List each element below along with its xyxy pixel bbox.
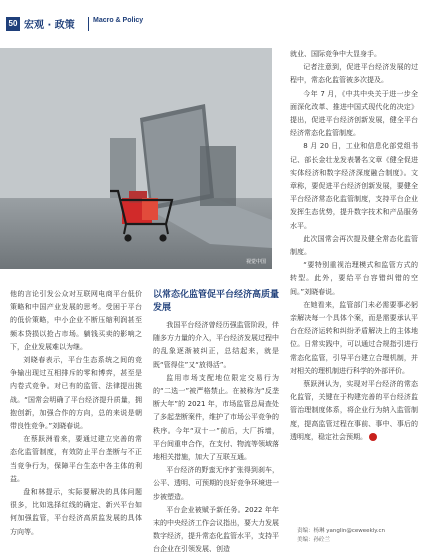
paragraph: 就业、国际竞争中大显身手。	[290, 50, 381, 58]
page-number: 50	[6, 17, 20, 31]
paragraph: 记者注意到，促进平台经济发展的过程中，常态化监管被多次提及。	[290, 63, 418, 85]
paragraph: 今年 7 月，《中共中央关于进一步全面深化改革、推进中国式现代化的决定》提出，促进平台经济创新发展，健全平台经济常态化监管制度。	[290, 89, 418, 138]
paragraph: 盘和林提示，实际要解决的具体问题很多，比如选择红线的确定、新兴平台如何加强监管，平台经济高质监发展的具体方向等。	[10, 488, 142, 536]
section-title: 宏观 · 政策	[24, 20, 75, 31]
section-title-en: Macro & Policy	[93, 17, 144, 24]
paragraph: 平台经济的野蛮无序扩张得到刹车，公平、透明、可预期的良好竞争环境进一步被塑造。	[153, 466, 279, 501]
section-divider	[88, 17, 89, 31]
paragraph: 刘晓春表示，平台生态系统之间的竞争输出现过互相排斥的零和博弈，甚至是内卷式竞争。对已有的监管、法律提出挑战。“国常会明确了平台经济提升质量，拥抱创新，加强合作的方向，总的来说是朝带良性竞争。”刘晓春说。	[10, 356, 142, 431]
shopping-cart-illustration	[0, 48, 272, 269]
paragraph: “要特别重视治理模式和监管方式的转型。此外，要给平台容错纠错的空间。”刘晓春说。	[290, 261, 418, 296]
subheading: 以常态化监管促平台经济高质量发展	[153, 290, 280, 313]
paragraph: 在蔡跃洲看来，要通过建立完善的常态化监管制度，有效防止平台垄断与不正当竞争行为，保障平台生态中各主体的利益。	[10, 435, 142, 483]
paragraph: 此次国常会再次提及健全常态化监管制度。	[290, 234, 418, 257]
credits-footer	[297, 527, 385, 545]
paragraph-text: 蔡跃洲认为，实现对平台经济的常态化监管，关键在于构建完善的平台经济监管治理制度体系，将企业行为纳入监管制度，提高监管过程在事前、事中、事后的透明度，稳定社会预期。	[290, 380, 418, 441]
page-header	[0, 0, 427, 34]
article-column-3	[290, 48, 418, 444]
paragraph: 8 月 20 日，工业和信息化部党组书记、部长金壮龙发表署名文章《健全促进实体经济和数字经济深度融合制度》。文章称，要促进平台经济创新发展，要健全平台经济常态化监管制度，支持平台企业发挥生态优势，提升数字技术和产品服务水平。	[290, 142, 418, 230]
paragraph: 平台企业被赋予新任务。2022 年年末的中央经济工作会议指出，要大力发展数字经济，提升常态化监管水平，支持平台企业在引领发展、创造	[153, 505, 279, 554]
paragraph	[290, 378, 418, 444]
paragraph: 在她看来，监管部门未必需要事必躬亲解决每一个具体个案，而是需要承认平台在经济运转和纠纷矛盾解决上的主体地位。日常实践中，可以通过合规指引进行常态化监管，引导平台建立合理机制，并对相关的理机制进行科学的外部评价。	[290, 300, 418, 375]
article-photo	[0, 48, 272, 269]
paragraph: 我国平台经济曾经历强监管阶段，伴随多方力量的介入，平台经济发展过程中的乱象逐渐被纠正，总结起来，就是既“管得住”又“放得活”。	[153, 321, 279, 369]
end-mark-icon	[369, 433, 377, 441]
article-column-2	[153, 289, 279, 557]
paragraph: 他的言论引发公众对互联网电商平台低价策略和中国产业发展的思考。受困于平台的低价策略，中小企业不断压缩利润甚至频本贷损以抢占市场。躺钱买卖的影响之下，企业发展难以为继。	[10, 290, 142, 351]
designer-credit: 美编：孙砼兰	[297, 537, 331, 543]
editor-credit: 责编：杨琳 yanglin@ceweekly.cn	[297, 528, 386, 534]
paragraph: 监用市场支配地位限定交易行为的“二选一”被严格禁止。在被称为“反垄断大年”的 2021 年，市场监管总局查处了多起垄断案件，维护了市场公平竞争的秩序。今年“双十一”前后，大厂拆墙，平台间重申合作，在支付、物流等领域落地相关措施，加大了互联互通。	[153, 373, 279, 462]
photo-credit: 视觉中国	[245, 259, 266, 265]
article-column-1	[10, 288, 142, 539]
